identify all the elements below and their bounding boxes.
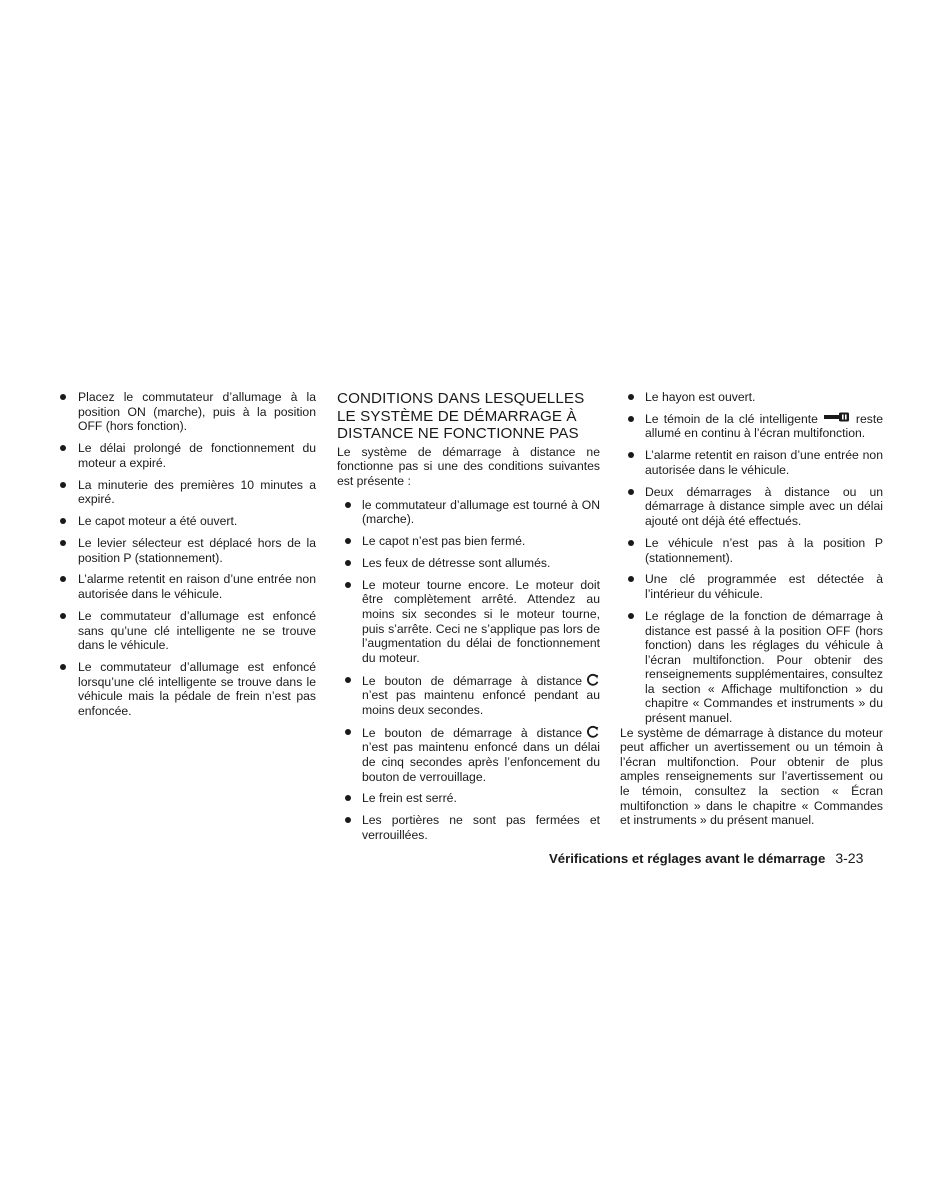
list-item: Une clé programmée est détectée à l’intérieur du véhicule. [620, 572, 883, 601]
list-item: Le frein est serré. [337, 791, 600, 806]
list-item: L’alarme retentit en raison d’une entrée non autorisée dans le véhicule. [58, 572, 316, 601]
conditions-list-continued [620, 390, 883, 726]
bullet [628, 540, 634, 546]
stop-conditions-list [58, 390, 316, 718]
list-item: Le témoin de la clé intelligente reste allumé en continu à l’écran multifonction. [620, 412, 883, 441]
remote-start-icon [586, 725, 600, 739]
list-item: Placez le commutateur d’allumage à la position ON (marche), puis à la position OFF (hors fonction). [58, 390, 316, 434]
bullet [628, 576, 634, 582]
bullet [60, 482, 66, 488]
list-item: Le délai prolongé de fonctionnement du moteur a expiré. [58, 441, 316, 470]
section-heading: CONDITIONS DANS LESQUELLES LE SYSTÈME DE DÉMARRAGE À DISTANCE NE FONCTIONNE PAS [337, 390, 585, 443]
list-item: Le commutateur d’allumage est enfoncé sans qu’une clé intelligente ne se trouve dans le véhicule. [58, 609, 316, 653]
list-item: Le bouton de démarrage à distance n’est pas maintenu enfoncé dans un délai de cinq secondes après l’enfoncement du bouton de verrouillage. [337, 725, 600, 784]
list-item: Le véhicule n’est pas à la position P (stationnement). [620, 536, 883, 565]
intro-paragraph: Le système de démarrage à distance ne fonctionne pas si une des conditions suivantes est présente : [337, 444, 600, 488]
bullet [628, 416, 634, 422]
list-item: Le hayon est ouvert. [620, 390, 883, 405]
bullet [60, 576, 66, 582]
closing-paragraph: Le système de démarrage à distance du moteur peut afficher un avertissement ou un témoin à l’écran multifonction. Pour obtenir de plus amples renseignements sur l’avertissement ou le témoin, consultez la section « Écran multifonction » dans le chapitre « Commandes et instruments » du présent manuel. [620, 725, 883, 828]
bullet [628, 489, 634, 495]
list-item: Le réglage de la fonction de démarrage à distance est passé à la position OFF (hors fonction) dans les réglages du véhicule à l’écran multifonction. Pour obtenir des renseignements supplémentaires, consultez la section « Affichage multifonction » du chapitre « Commandes et instruments » du présent manuel. [620, 609, 883, 726]
page-footer [549, 850, 863, 866]
list-item: Deux démarrages à distance ou un démarrage à distance simple avec un délai ajouté ont déjà été effectués. [620, 485, 883, 529]
smart-key-icon [824, 412, 850, 422]
bullet [60, 540, 66, 546]
list-item: Le levier sélecteur est déplacé hors de la position P (stationnement). [58, 536, 316, 565]
list-item: le commutateur d’allumage est tourné à ON (marche). [337, 498, 600, 527]
bullet [60, 445, 66, 451]
bullet [628, 452, 634, 458]
list-item: Le capot n’est pas bien fermé. [337, 534, 600, 549]
bullet [345, 817, 351, 823]
bullet [345, 582, 351, 588]
bullet [60, 613, 66, 619]
bullet [345, 560, 351, 566]
column-right [620, 390, 883, 828]
bullet [628, 394, 634, 400]
bullet [345, 795, 351, 801]
list-item: La minuterie des premières 10 minutes a expiré. [58, 478, 316, 507]
list-item: Le bouton de démarrage à distance n’est pas maintenu enfoncé pendant au moins deux secondes. [337, 673, 600, 718]
bullet [60, 664, 66, 670]
footer-section-title: Vérifications et réglages avant le démarrage [549, 851, 826, 866]
list-item: Le commutateur d’allumage est enfoncé lorsqu’une clé intelligente se trouve dans le véhicule mais la pédale de frein n’est pas enfoncée. [58, 660, 316, 718]
bullet [628, 613, 634, 619]
conditions-list [337, 498, 600, 843]
remote-start-icon [586, 673, 600, 687]
list-item: L’alarme retentit en raison d’une entrée non autorisée dans le véhicule. [620, 448, 883, 477]
bullet [345, 729, 351, 735]
page-number: 3-23 [835, 850, 864, 866]
bullet [60, 394, 66, 400]
list-item: Le moteur tourne encore. Le moteur doit être complètement arrêté. Attendez au moins six secondes si le moteur tourne, puis s’arrête. Ceci ne s’applique pas lors de l’augmentation du délai de fonctionnement du moteur. [337, 578, 600, 666]
bullet [345, 538, 351, 544]
column-left [58, 390, 316, 726]
list-item: Les portières ne sont pas fermées et verrouillées. [337, 813, 600, 842]
bullet [345, 502, 351, 508]
bullet [345, 677, 351, 683]
list-item: Les feux de détresse sont allumés. [337, 556, 600, 571]
bullet [60, 518, 66, 524]
column-middle [337, 390, 600, 850]
list-item: Le capot moteur a été ouvert. [58, 514, 316, 529]
